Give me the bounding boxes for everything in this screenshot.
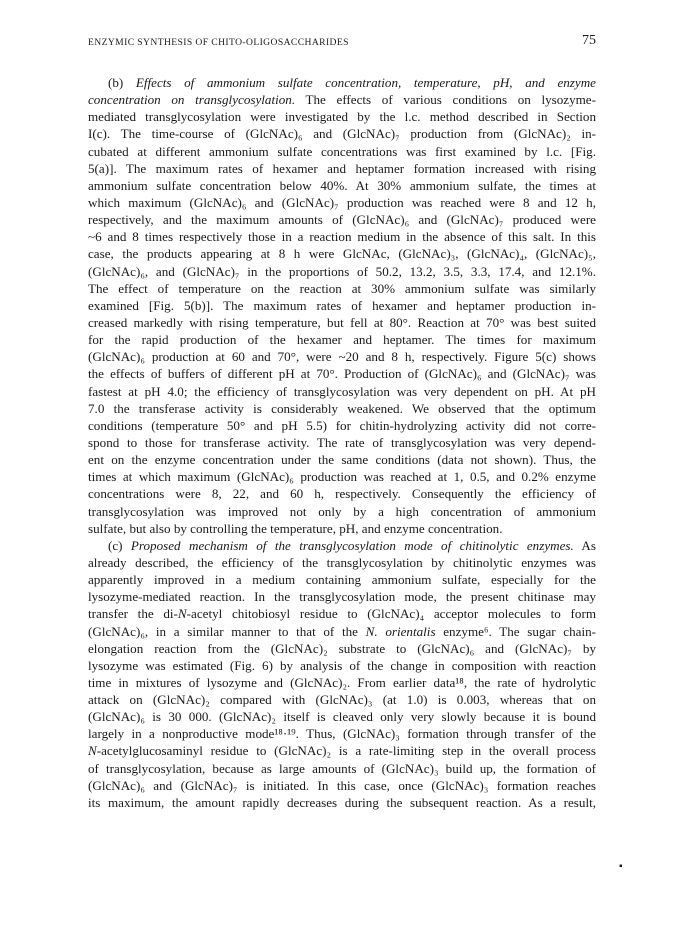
text-run: enzyme⁶. The sugar chain- [435,623,596,639]
text-run: As [573,537,596,553]
text-line [88,245,596,262]
text-run: attack on (GlcNAc)₂ compared with (GlcNAc)₃ (at 1.0) is 0.003, whereas that on [88,692,596,708]
text-run: lysozyme-mediated reaction. In the transglycosylation mode, the present chitinase may [88,589,596,605]
text-line [88,400,596,417]
page-number: 75 [582,33,596,48]
text-run: ent on the enzyme concentration under the same conditions (data not shown). Thus, the [88,452,596,468]
text-line [88,263,596,280]
text-line [88,588,596,605]
text-run: creased markedly with rising temperature, but fell at 80°. Reaction at 70° was best suited [88,314,596,330]
text-run: elongation reaction from the (GlcNAc)₂ substrate to (GlcNAc)₆ and (GlcNAc)₇ by [88,640,596,656]
text-line [88,417,596,434]
text-run: transfer the di- [88,606,178,622]
text-run: lysozyme was estimated (Fig. 6) by analysis of the change in composition with reaction [88,657,596,673]
text-run: (c) [108,537,131,553]
text-run: I(c). The time-course of (GlcNAc)₆ and (GlcNAc)₇ production from (GlcNAc)₂ in- [88,126,596,142]
text-run: its maximum, the amount rapidly decreases during the subsequent reaction. As a result, [88,794,596,810]
text-line [88,348,596,365]
text-run: of transglycosylation, because as large amounts of (GlcNAc)₃ build up, the formation of [88,760,596,776]
text-line [88,640,596,657]
text-line [88,571,596,588]
text-line [88,383,596,400]
italic-text: N. orientalis [365,623,436,639]
text-run: sulfate, but also by controlling the temperature, pH, and enzyme concentration. [88,520,503,536]
text-line [88,554,596,571]
text-line [88,365,596,382]
text-line [88,331,596,348]
text-line [88,177,596,194]
text-run: largely in a nonproductive mode¹⁸·¹⁹. Thus, (GlcNAc)₃ formation through transfer of the [88,726,596,742]
text-run: (GlcNAc)₆ is 30 000. (GlcNAc)₂ itself is cleaved only very slowly because it is bound [88,709,596,725]
text-run: apparently improved in a medium containing ammonium sulfate, especially for the [88,572,596,588]
text-run: ~6 and 8 times respectively those in a reaction medium in the absence of this salt. In this [88,229,596,245]
text-run: (GlcNAc)₆ and (GlcNAc)₇ is initiated. In this case, once (GlcNAc)₃ formation reaches [88,777,596,793]
running-head-title: ENZYMIC SYNTHESIS OF CHITO-OLIGOSACCHARIDES [88,37,349,48]
text-run: (GlcNAc)₆, and (GlcNAc)₇ in the proportions of 50.2, 13.2, 3.5, 3.3, 17.4, and 12.1%. [88,263,596,279]
text-run: spond to those for transferase activity. The rate of transglycosylation was very depend- [88,434,596,450]
text-line [88,228,596,245]
text-run: which maximum (GlcNAc)₆ and (GlcNAc)₇ production was reached were 8 and 12 h, [88,194,596,210]
text-line [88,314,596,331]
text-run: transglycosylation was improved not only by a high concentration of ammonium [88,503,596,519]
text-line [88,485,596,502]
text-run: already described, the efficiency of the transglycosylation by chitinolytic enzymes was [88,554,596,570]
italic-text: Proposed mechanism of the transglycosylation mode of chitinolytic enzymes. [130,537,574,553]
text-line [88,708,596,725]
text-line [88,760,596,777]
text-run: conditions (temperature 50° and pH 5.5) for chitin-hydrolyzing activity did not corre- [88,417,596,433]
text-line [88,143,596,160]
text-run: The effects of various conditions on lysozyme- [295,92,596,108]
text-line [88,297,596,314]
text-run: ammonium sulfate concentration below 40%. At 30% ammonium sulfate, the times at [88,177,596,193]
text-line [88,674,596,691]
text-line [88,211,596,228]
italic-text: N [177,606,187,622]
text-run: times at which maximum (GlcNAc)₆ production was reached at 1, 0.5, and 0.2% enzyme [88,469,596,485]
text-line [88,125,596,142]
text-run: respectively, and the maximum amounts of (GlcNAc)₆ and (GlcNAc)₇ produced were [88,212,596,228]
text-run: time in mixtures of lysozyme and (GlcNAc)₂. From earlier data¹⁸, the rate of hydrolytic [88,674,596,690]
text-run: 7.0 the transferase activity is considerably weakened. We observed that the optimum [88,400,596,416]
text-line [88,91,596,108]
text-run: examined [Fig. 5(b)]. The maximum rates of hexamer and heptamer production in- [88,297,596,313]
text-run: case, the products appearing at 8 h were GlcNAc, (GlcNAc)₃, (GlcNAc)₄, (GlcNAc)₅, [88,246,596,262]
italic-text: N [88,743,97,759]
text-run: the effects of buffers of different pH at 70°. Production of (GlcNAc)₆ and (GlcNAc)₇ was [88,366,596,382]
text-run: (GlcNAc)₆ production at 60 and 70°, were ~20 and 8 h, respectively. Figure 5(c) shows [88,349,596,365]
italic-text: concentration on transglycosylation. [88,92,296,108]
text-line [88,605,596,622]
text-run: -acetylglucosaminyl residue to (GlcNAc)₂ is a rate-limiting step in the overall process [96,743,596,759]
text-line [88,503,596,520]
text-line [88,794,596,811]
text-line [88,742,596,759]
text-line [88,520,596,537]
text-line [88,451,596,468]
text-line [88,725,596,742]
text-line [88,657,596,674]
body-text [88,74,596,811]
text-line [88,160,596,177]
text-run: concentrations were 8, 22, and 60 h, respectively. Consequently the efficiency of [88,486,596,502]
text-run: mediated transglycosylation were investigated by the l.c. method described in Section [88,109,596,125]
text-line [88,623,596,640]
text-line [88,108,596,125]
running-head [88,35,596,51]
page-end-mark: ▪ [619,861,623,872]
text-run: The effect of temperature on the reaction at 30% ammonium sulfate was similarly [88,280,596,296]
text-line [88,434,596,451]
text-line [88,691,596,708]
text-run: cubated at different ammonium sulfate concentrations was first examined by l.c. [Fig. [88,143,596,159]
text-line [88,537,596,554]
text-line [88,194,596,211]
text-line [88,74,596,91]
text-line [88,280,596,297]
text-line [88,777,596,794]
text-line [88,468,596,485]
text-run: fastest at pH 4.0; the efficiency of transglycosylation was very dependent on pH. At pH [88,383,596,399]
text-run: 5(a)]. The maximum rates of hexamer and heptamer formation increased with rising [88,160,596,176]
text-run: (b) [108,75,136,90]
italic-text: Effects of ammonium sulfate concentration, temperature, pH, and enzyme [135,75,596,90]
text-run: (GlcNAc)₆, in a similar manner to that of the [88,623,366,639]
text-run: for the rapid production of the hexamer and heptamer. The times for maximum [88,332,596,348]
text-run: -acetyl chitobiosyl residue to (GlcNAc)₄ acceptor molecules to form [186,606,596,622]
